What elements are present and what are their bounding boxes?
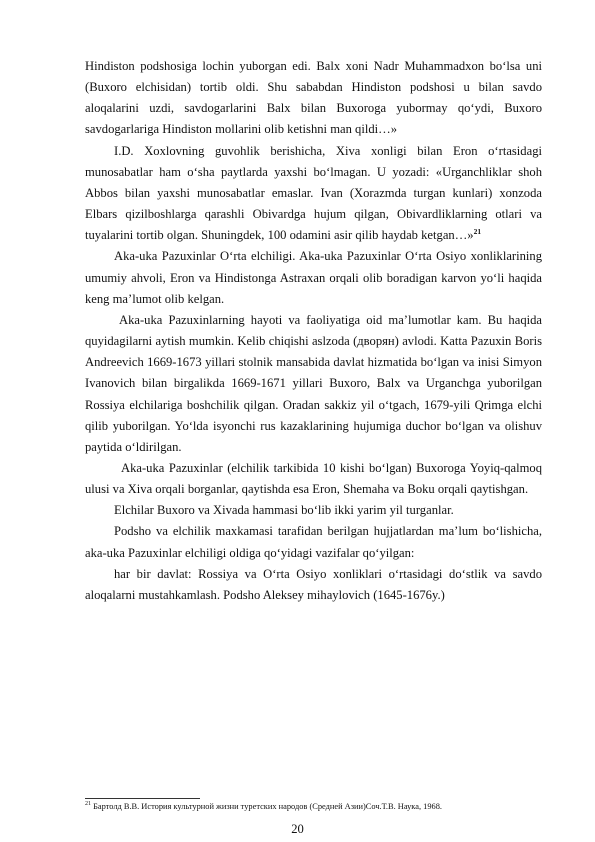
footnote: [85, 802, 545, 812]
footnote-divider: [85, 798, 200, 799]
footnote-text: Бартолд В.В. История культурной жизни туретских народов (Средней Азии)Соч.Т.В. Наука, 1968.: [93, 802, 442, 811]
footnote-reference[interactable]: 21: [473, 227, 482, 237]
paragraph: har bir davlat: Rossiya va O‘rta Osiyo xonliklari o‘rtasidagi do‘stlik va savdo aloqalarni mustahkamlash. Podsho Aleksey mihaylovich (1645-1676y.): [85, 566, 542, 602]
page-number: 20: [291, 822, 304, 836]
page-body: [85, 56, 542, 606]
paragraph: Elchilar Buxoro va Xivada hammasi bo‘lib ikki yarim yil turganlar.: [114, 503, 454, 518]
footnote-number: 21: [85, 801, 91, 808]
paragraph: Aka-uka Pazuxinlar (elchilik tarkibida 10 kishi bo‘lgan) Buxoroga Yoyiq-qalmoq ulusi va Xiva orqali borganlar, qaytishda esa Eron, Shemaha va Boku orqali qaytishgan.: [85, 460, 542, 497]
paragraph: Hindiston podshosiga lochin yuborgan edi. Balx xoni Nadr Muhammadxon bo‘lsa uni (Buxoro elchisidan) tortib oldi. Shu sababdan Hindiston podshosi u bilan savdo aloqalarini uzdi, savdogarlarini Balx bilan Buxoroga yubormay qo‘ydi, Buxoro savdogarlariga Hindiston mollarini olib ketishni man qildi…»: [85, 59, 542, 137]
paragraph-text: I.D. Xoxlovning guvohlik berishicha, Xiva xonligi bilan Eron o‘rtasidagi munosabatlar ham o‘sha paytlarda yaxshi bo‘lmagan. U yozadi: «Urganchliklar shoh Abbos bilan yaxshi munosabatlar emaslar. Ivan (Xorazmda turgan kunlari) xonzoda Elbars qizilboshlarga qarashli Obivardga hujum qilgan, Obivardliklarning otlari va tuyalarini tortib olgan. Shuningdek, 100 odamini asir qilib haydab ketgan…»: [85, 143, 542, 243]
paragraph: Aka-uka Pazuxinlarning hayoti va faoliyatiga oid ma’lumotlar kam. Bu haqida quyidagilarni aytish mumkin. Kelib chiqishi aslzoda (дворян) avlodi. Katta Pazuxin Boris Andreevich 1669-1673 yillari stolnik mansabida davlat hizmatida bo‘lgan va inisi Simyon Ivanovich bilan birgalikda 1669-1671 yillari Buxoro, Balx va Urganchga yuborilgan Rossiya elchilariga boshchilik qilgan. Oradan sakkiz yil o‘tgach, 1679-yili Qrimga elchi qilib yuborilgan. Yo‘lda isyonchi rus kazaklarining hujumiga duchor bo‘lgan va olishuv paytida o‘ldirilgan.: [85, 312, 542, 454]
paragraph: Aka-uka Pazuxinlar O‘rta elchiligi. Aka-uka Pazuxinlar O‘rta Osiyo xonliklarining umumiy ahvoli, Eron va Hindistonga Astraxan orqali olib boradigan karvon yo‘li haqida keng ma’lumot olib kelgan.: [85, 249, 542, 306]
paragraph: [85, 141, 542, 247]
paragraph: Podsho va elchilik maxkamasi tarafidan berilgan hujjatlardan ma’lum bo‘lishicha, aka-uka Pazuxinlar elchiligi oldiga qo‘yidagi vazifalar qo‘yilgan:: [85, 524, 542, 560]
